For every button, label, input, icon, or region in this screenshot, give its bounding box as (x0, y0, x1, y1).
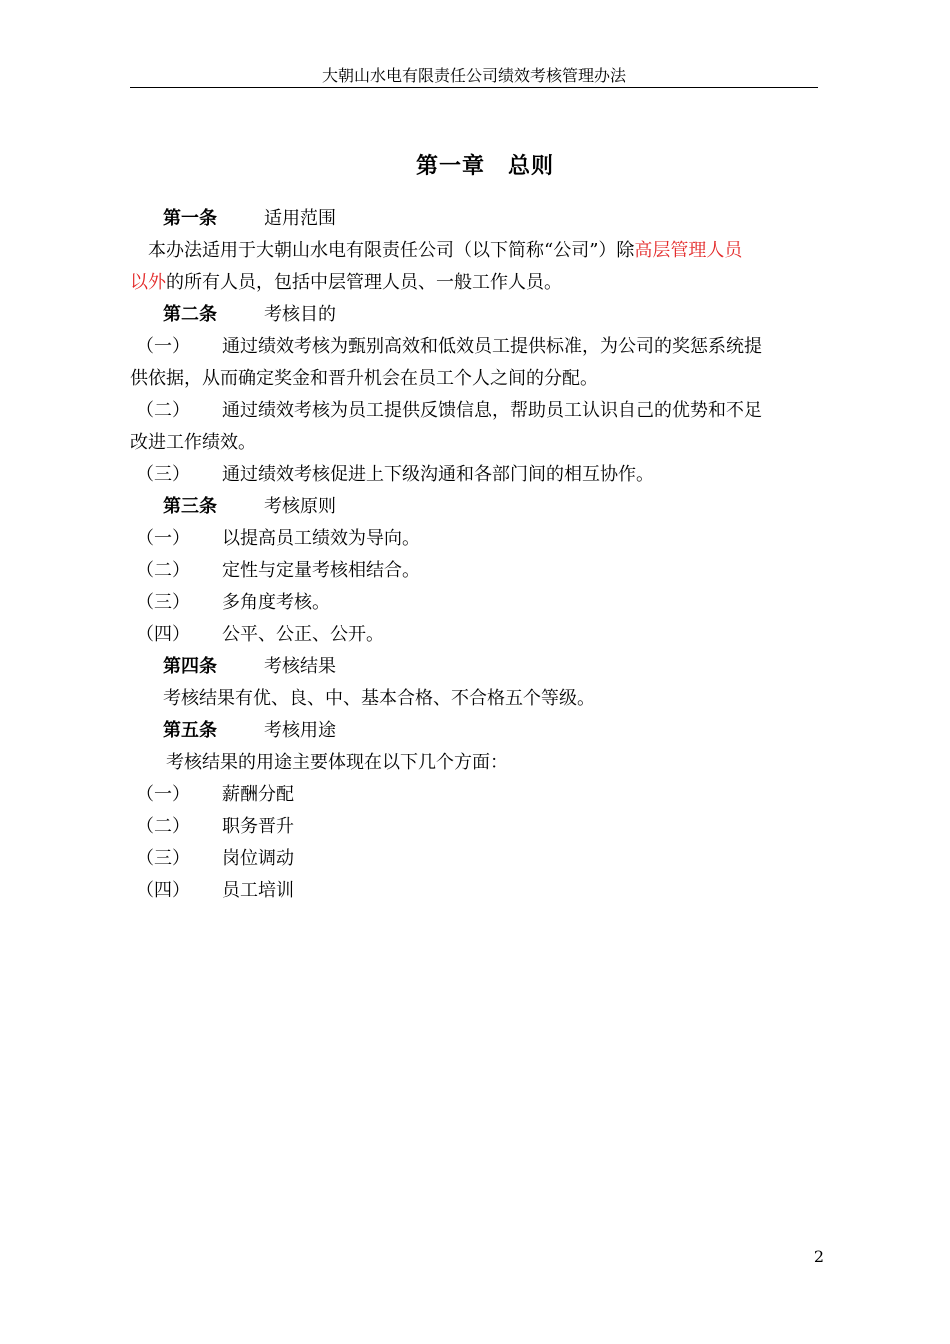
article-5-item-1-text: 薪酬分配 (222, 784, 294, 805)
article-2-number: 第二条 (163, 304, 217, 325)
article-3-item-4-marker: （四） (136, 624, 190, 645)
article-2-item-2-marker: （二） (136, 400, 190, 421)
article-5-item-2-marker: （二） (136, 816, 190, 837)
article-2-item-3-marker: （三） (136, 464, 190, 485)
article-2-item-2-text-line-1: 通过绩效考核为员工提供反馈信息，帮助员工认识自己的优势和不足 (222, 400, 762, 421)
article-1-text-highlight-1: 高层管理人员 (634, 240, 743, 261)
article-5-title: 考核用途 (264, 720, 336, 741)
article-2-item-1-text-line-1: 通过绩效考核为甄别高效和低效员工提供标准，为公司的奖惩系统提 (222, 336, 762, 357)
article-1-text-highlight-2: 以外 (130, 272, 166, 293)
page-number: 2 (813, 1247, 824, 1266)
article-5-item-3-marker: （三） (136, 848, 190, 869)
article-3-item-4-text: 公平、公正、公开。 (222, 624, 384, 645)
article-1-text-line-2 (130, 271, 830, 295)
article-3-item-2-marker: （二） (136, 560, 190, 581)
article-1-text-part-1: 本办法适用于大朝山水电有限责任公司（以下简称“公司”）除 (148, 240, 635, 261)
article-5-text: 考核结果的用途主要体现在以下几个方面： (166, 752, 508, 773)
article-2-item-1-text-line-2: 供依据，从而确定奖金和晋升机会在员工个人之间的分配。 (130, 368, 598, 389)
article-5-item-3-text: 岗位调动 (222, 848, 294, 869)
article-4-title: 考核结果 (264, 656, 336, 677)
article-3-item-1-marker: （一） (136, 528, 190, 549)
article-5-number: 第五条 (163, 720, 217, 741)
article-3-item-2-text: 定性与定量考核相结合。 (222, 560, 420, 581)
article-3-title: 考核原则 (264, 496, 336, 517)
article-2-item-1-marker: （一） (136, 336, 190, 357)
article-1-text-line-1 (148, 239, 848, 263)
article-5-item-2-text: 职务晋升 (222, 816, 294, 837)
article-2-item-3-text: 通过绩效考核促进上下级沟通和各部门间的相互协作。 (222, 464, 654, 485)
article-2-item-2-text-line-2: 改进工作绩效。 (130, 432, 256, 453)
document-header-title: 大朝山水电有限责任公司绩效考核管理办法 (321, 66, 626, 85)
article-5-item-4-text: 员工培训 (222, 880, 294, 901)
article-1-number: 第一条 (163, 208, 217, 229)
article-3-item-3-text: 多角度考核。 (222, 592, 330, 613)
article-5-item-4-marker: （四） (136, 880, 190, 901)
article-1-text-part-2: 的所有人员，包括中层管理人员、一般工作人员。 (166, 272, 562, 293)
article-3-number: 第三条 (163, 496, 217, 517)
article-4-number: 第四条 (163, 656, 217, 677)
article-4-text: 考核结果有优、良、中、基本合格、不合格五个等级。 (163, 688, 595, 709)
article-1-title: 适用范围 (264, 208, 336, 229)
article-2-title: 考核目的 (264, 304, 336, 325)
header-rule (130, 87, 818, 88)
article-3-item-1-text: 以提高员工绩效为导向。 (222, 528, 420, 549)
chapter-title: 第一章 总则 (415, 153, 554, 179)
article-5-item-1-marker: （一） (136, 784, 190, 805)
article-3-item-3-marker: （三） (136, 592, 190, 613)
